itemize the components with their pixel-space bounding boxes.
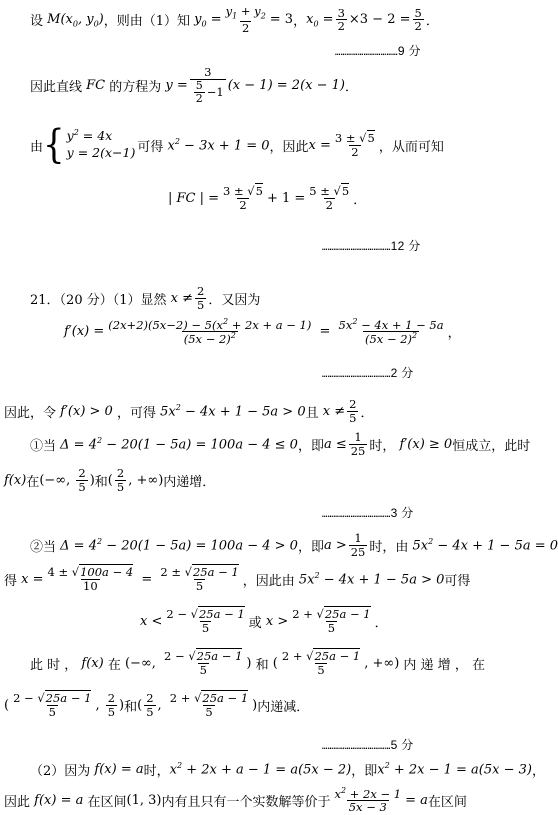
- line-case2-decrease: ( $\frac{2 - √25a - 1}{5}$ , $\frac{2}{5}$ ) 和 ( $\frac{2}{5}$ , $\frac{2 + √25a - 1}{5}$ ) 内递减．: [4, 691, 310, 719]
- line-case2-solution: x < $\frac{2 - √25a - 1}{5}$ 或 x > $\frac{2 + √25a - 1}{5}$ ．: [140, 607, 388, 635]
- line-derivative: f′(x) = $\frac{(2x+2)(5x-2) - 5(x^2 + 2x + a - 1)}{(5x - 2)^2}$ = $\frac{5x^2 - 4x + 1 - 5a}{(5x - 2)^2}$ ，: [64, 317, 461, 347]
- line-part2: （2）因为 f(x) = a 时， $x^2 + 2x + a - 1 = a(5x - 2)$ ，即 $x^2 + 2x - 1 = a(5x - 3)$ ，: [30, 761, 545, 779]
- math-m: $M(x_0$, $y_0$): [43, 11, 104, 29]
- line-case1: ①当 $\Delta = 4^2 - 20(1 - 5a) = 100a - 4 \le 0$ ，即 a ≤ $\frac{1}{25}$ 时， f′(x) ≥ 0 恒成立，此时: [30, 430, 531, 458]
- score-line-5: ………………………………5 分: [322, 738, 414, 752]
- line-case2-roots: 得 x = $\frac{4 \pm √100a - 4}{10}$ = $\frac{2 \pm √25a - 1}{5}$ ，因此由 $5x^2 - 4x + 1 - 5a > 0$ 可得: [4, 565, 471, 593]
- line-fc-length: | FC | = $\frac{3 \pm √5}{2}$ + 1 = $\frac{5 \pm √5}{2}$ ．: [168, 184, 367, 212]
- score-line-2: ………………………………12 分: [322, 239, 421, 253]
- score-line-4: ………………………………3 分: [322, 506, 414, 520]
- line-part2-b: 因此 f(x) = a 在区间 (1, 3) 内有且只有一个实数解等价于 $\frac{x^2 + 2x - 1}{5x - 3}$ = a 在区间: [4, 786, 467, 815]
- line-q21: 21．（20 分）（1）显然 x ≠ $\frac{2}{5}$ ．又因为: [30, 284, 261, 312]
- line-case1-interval: f(x) 在 (−∞, $\frac{2}{5}$ ) 和 ( $\frac{2}{5}$ , +∞) 内递增．: [4, 466, 216, 494]
- line-system: 由 { $y^2 = 4x$ y = 2(x−1) 可得 $x^2 - 3x + 1 = 0$ ，因此 x = $\frac{3 \pm √5}{2}$ ，从而可知: [30, 122, 444, 168]
- score-line-3: ………………………………2 分: [322, 366, 414, 380]
- score-line-1: ……………………………9 分: [335, 44, 421, 58]
- line-case2-increase: 此 时 ， f(x) 在 (−∞, $\frac{2 - √25a - 1}{5}$ ) 和 ( $\frac{2 + √25a - 1}{5}$ , +∞) 内 递 增 ， 在: [30, 649, 485, 677]
- line-fc-equation: 因此直线 FC 的方程为 y = 3 $\frac{5}{2}$ −1 (x − 1) = 2(x − 1) ．: [30, 65, 358, 105]
- line-midpoint: 设 $M(x_0$, $y_0$) ，则由（1）知 $y_0$ = $\frac{y_1 + y_2}{2}$ = 3 ， $x_0$ = $\frac{3}{2}$ ×3 − 2 = $\frac{5}{2}$ ．: [30, 4, 439, 36]
- line-case2: ②当 $\Delta = 4^2 - 20(1 - 5a) = 100a - 4 > 0$ ，即 a > $\frac{1}{25}$ 时，由 $5x^2 - 4x + 1 - 5a = 0$: [30, 531, 558, 559]
- line-inequality: 因此，令 f′(x) > 0 ，可得 $5x^2 - 4x + 1 - 5a > 0$ 且 x ≠ $\frac{2}{5}$ ．: [4, 397, 374, 425]
